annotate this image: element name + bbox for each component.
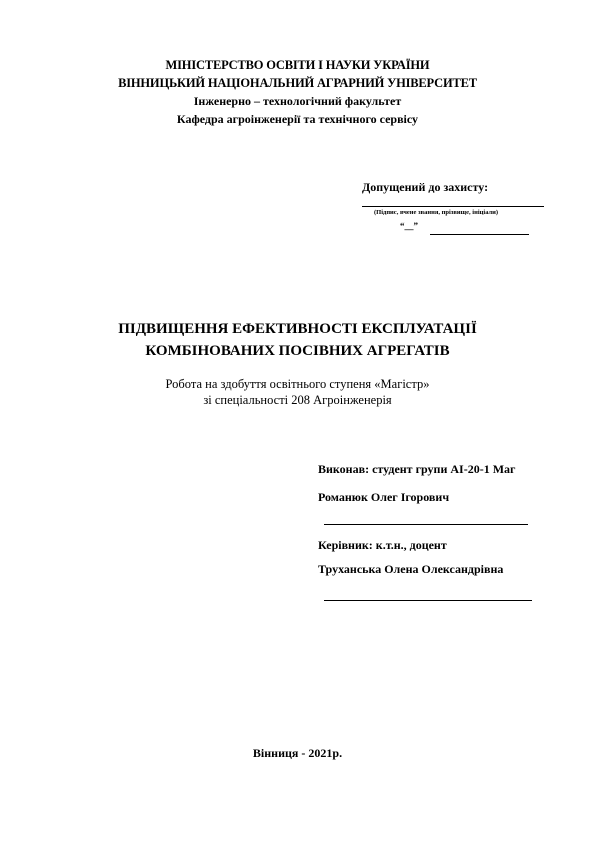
performer-signature-line [324,524,528,525]
performer-label: Виконав: студент групи АІ-20-1 Маг [318,462,516,476]
performer-name: Романюк Олег Ігорович [318,490,450,504]
supervisor-signature-line [324,600,532,601]
ministry-name: МІНІСТЕРСТВО ОСВІТИ І НАУКИ УКРАЇНИ [165,58,430,72]
signature-line [362,206,544,207]
thesis-title-line2: КОМБІНОВАНИХ ПОСІВНИХ АГРЕГАТІВ [145,343,450,359]
university-name: ВІННИЦЬКИЙ НАЦІОНАЛЬНИЙ АГРАРНИЙ УНІВЕРСИТЕТ [118,76,477,90]
supervisor-label: Керівник: к.т.н., доцент [318,538,447,552]
degree-line: Робота на здобуття освітнього ступеня «Магістр» [165,377,430,391]
approval-title: Допущений до захисту: [362,180,489,194]
thesis-title-line1: ПІДВИЩЕННЯ ЕФЕКТИВНОСТІ ЕКСПЛУАТАЦІЇ [118,321,477,337]
specialty-line: зі спеціальності 208 Агроінженерія [203,393,392,407]
date-line [430,234,529,235]
institution-header [0,56,595,128]
signature-caption: (Підпис, вчене звання, прізвище, ініціали) [374,209,499,216]
thesis-title [0,318,595,362]
department-name: Кафедра агроінженерії та технічного сервісу [176,112,419,126]
thesis-subtitle [0,376,595,408]
faculty-name: Інженерно – технологічний факультет [193,94,402,108]
supervisor-name: Труханська Олена Олександрівна [318,562,504,576]
date-day-field: “__” [400,221,418,231]
city-year: Вінниця - 2021р. [252,746,343,760]
